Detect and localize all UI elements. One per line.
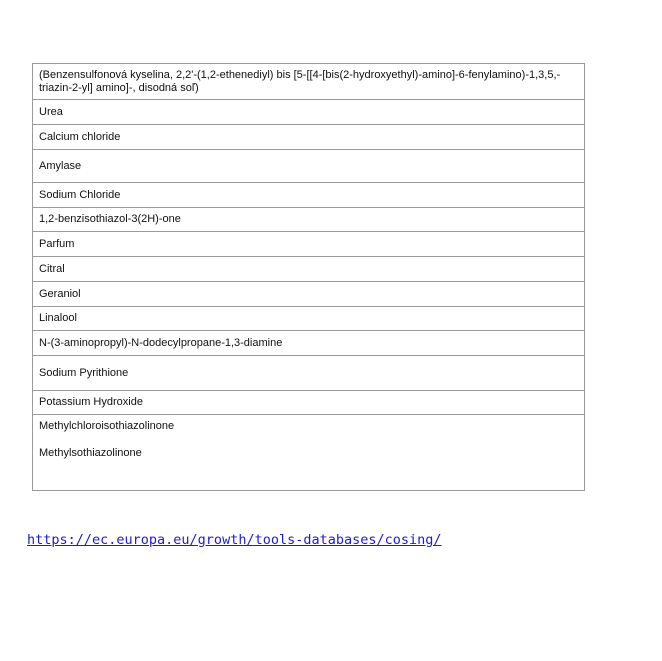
ingredient-name: Potassium Hydroxide	[39, 396, 143, 408]
ingredient-name: Sodium Pyrithione	[39, 366, 129, 379]
table-row	[33, 391, 584, 415]
ingredient-name: N-(3-aminopropyl)-N-dodecylpropane-1,3-diamine	[39, 336, 283, 349]
ingredient-name: Methylchloroisothiazolinone	[39, 420, 175, 432]
table-row	[33, 64, 584, 100]
table-row	[33, 282, 584, 307]
ingredient-name: Geraniol	[39, 287, 81, 300]
cosing-link[interactable]: https://ec.europa.eu/growth/tools-databases/cosing/	[27, 532, 442, 548]
ingredient-name: Calcium chloride	[39, 130, 121, 143]
ingredient-name: Methylsothiazolinone	[39, 447, 142, 459]
ingredient-name: Parfum	[39, 237, 75, 250]
table-row	[33, 183, 584, 208]
multi-ingredient-cell	[39, 420, 174, 460]
ingredient-name: Urea	[39, 105, 63, 118]
ingredient-name: Citral	[39, 262, 65, 275]
table-row	[33, 415, 584, 490]
ingredient-name: Sodium Chloride	[39, 188, 121, 201]
ingredient-name: (Benzensulfonová kyselina, 2,2'-(1,2-ethenediyl) bis [5-[[4-[bis(2-hydroxyethyl)-amino]-6-fenylamino)-1,3,5,-triazin-2-yl] amino]-, disodná soľ)	[39, 68, 561, 94]
table-row	[33, 307, 584, 331]
table-row	[33, 331, 584, 356]
table-row	[33, 232, 584, 257]
ingredient-name: Linalool	[39, 312, 77, 324]
line-gap	[39, 433, 174, 447]
ingredient-name: 1,2-benzisothiazol-3(2H)-one	[39, 213, 181, 225]
table-row	[33, 125, 584, 150]
ingredients-table	[32, 63, 585, 491]
table-row	[33, 208, 584, 232]
table-row	[33, 257, 584, 282]
ingredient-name: Amylase	[39, 159, 82, 172]
table-row	[33, 356, 584, 391]
table-row	[33, 150, 584, 183]
table-row	[33, 100, 584, 125]
